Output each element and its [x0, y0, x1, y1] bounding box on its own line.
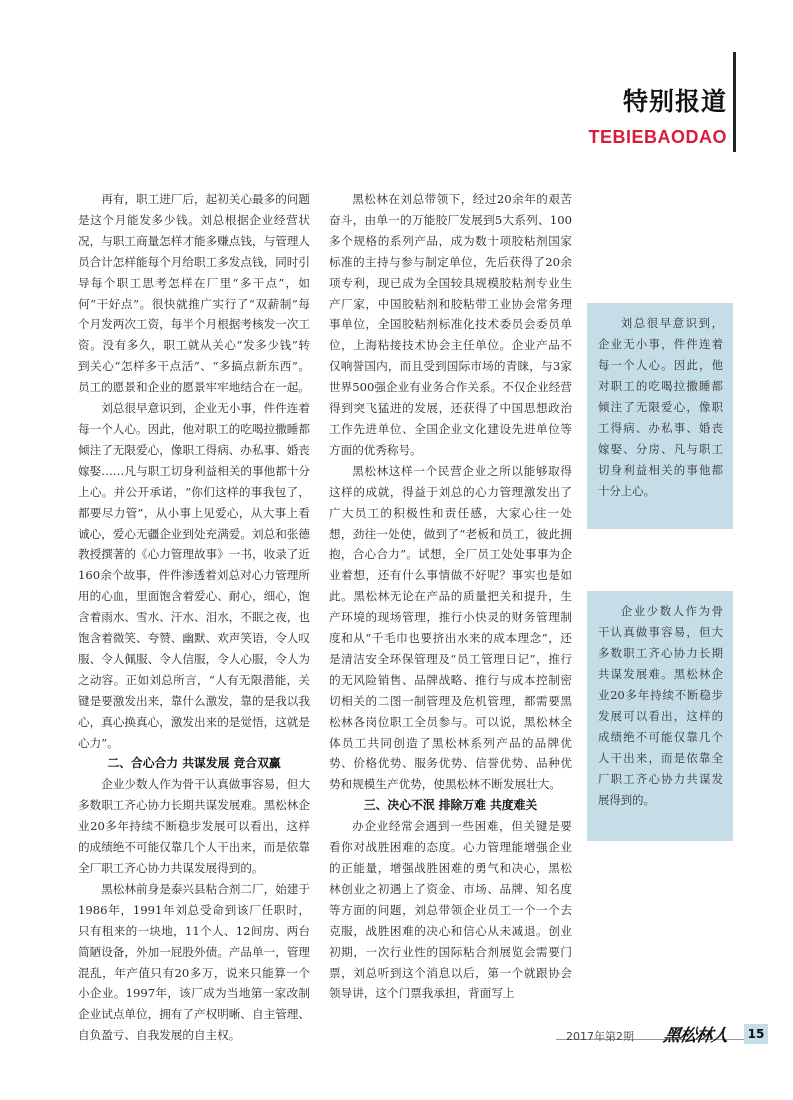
paragraph: 黑松林前身是泰兴县粘合剂二厂，始建于1986年，1991年刘总受命到该厂任职时，只有租来的一块地，11个人、12间房、两台简陋设备，外加一屁股外债。产品单一，管理混乱，年产值只有20多万，说来只能算一个小企业。1997年，该厂成为当地第一家改制企业试点单位，拥有了产权明晰、自主管理、自负盈亏、自我发展的自主权。: [78, 881, 310, 1043]
paragraph: 企业少数人作为骨干认真做事容易，但大多数职工齐心协力长期共谋发展难。黑松林企业20多年持续不断稳步发展可以看出，这样的成绩绝不可能仅靠几个人干出来，而是依靠全厂职工齐心协力共谋发展得到的。: [78, 777, 310, 875]
paragraph: 办企业经常会遇到一些困难，但关键是要看你对战胜困难的态度。心力管理能增强企业的正能量，增强战胜困难的勇气和决心，黑松林创业之初遇上了资金、市场、品牌、知名度等方面的问题，刘总带领企业员工一个一个去克服，战胜困难的决心和信心从未减退。创业初期，一次行业性的国际粘合剂展览会需要门票，刘总听到这个消息以后，第一个就跟协会领导讲，这个门票我承担，背面写上: [329, 819, 572, 1001]
paragraph: 黑松林在刘总带领下，经过20余年的艰苦奋斗，由单一的万能胶厂发展到5大系列、100多个规格的系列产品，成为数十项胶粘剂国家标准的主持与参与制定单位，先后获得了20余项专利，现已成为全国较具规模胶粘剂专业生产厂家，中国胶粘剂和胶粘带工业协会常务理事单位，全国胶粘剂标准化技术委员会委员单位，上海粘接技术协会主任单位。企业产品不仅响誉国内，而且受到国际市场的青睐，与3家世界500强企业有业务合作关系。不仅企业经营得到突飞猛进的发展，还获得了中国思想政治工作先进单位、全国企业文化建设先进单位等方面的优秀称号。: [329, 192, 572, 457]
section-title: 特别报道: [622, 87, 727, 116]
article-middle-column: [329, 189, 572, 1004]
article-left-column: [78, 189, 310, 1046]
paragraph: 刘总很早意识到，企业无小事，件件连着每一个人心。因此，他对职工的吃喝拉撒睡都倾注了无限爱心，像职工得病、办私事、婚丧嫁娶……凡与职工切身利益相关的事他都十分上心。并公开承诺，“你们这样的事我包了，都要尽力管”，从小事上见爱心，从大事上看诚心，爱心无疆企业到处充满爱。刘总和张德教授撰著的《心力管理故事》一书，收录了近160余个故事，件件渗透着刘总对心力管理所用的心血，里面饱含着爱心、耐心，细心，饱含着雨水、雪水、汗水、泪水，不眠之夜，也饱含着微笑、夸赞、幽默、欢声笑语，令人叹服、令人佩服、令人信服，令人心服，令人为之动容。正如刘总所言，“人有无限潜能，关键是要激发出来，靠什么激发，靠的是我以我心，真心换真心，激发出来的是觉悟，这就是心力”。: [78, 401, 310, 750]
page-number: 15: [744, 1024, 768, 1044]
pull-quote: 企业少数人作为骨干认真做事容易，但大多数职工齐心协力长期共谋发展难。黑松林企业20多年持续不断稳步发展可以看出，这样的成绩绝不可能仅靠几个人干出来，而是依靠全厂职工齐心协力共谋发展得到的。: [587, 591, 733, 841]
section-subtitle: TEBIEBAODAO: [588, 127, 727, 147]
paragraph: 再有，职工进厂后，起初关心最多的问题是这个月能发多少钱。刘总根据企业经营状况，与职工商量怎样才能多赚点钱，与管理人员合计怎样能每个月给职工多发点钱，同时引导每个职工思考怎样在厂里“多干点”，如何“干好点”。很快就推广实行了“双薪制”每个月发两次工资，每半个月根据考核发一次工资。没有多久，职工就从关心“发多少钱”转到关心“怎样多干点活”、“多搞点新东西”。员工的愿景和企业的愿景牢牢地结合在一起。: [78, 192, 310, 395]
section-heading: 三、决心不泯 排除万难 共度难关: [363, 798, 538, 813]
pull-quote: 刘总很早意识到，企业无小事，件件连着每一个人心。因此，他对职工的吃喝拉撒睡都倾注了无限爱心，像职工得病、办私事、婚丧嫁娶、分房、凡与职工切身利益相关的事他都十分上心。: [587, 303, 733, 529]
paragraph: 黑松林这样一个民营企业之所以能够取得这样的成就，得益于刘总的心力管理激发出了广大员工的积极性和责任感，大家心往一处想，劲往一处使，做到了“老板和员工，彼此拥抱，合心合力”。试想，全厂员工处处事事为企业着想，还有什么事情做不好呢？事实也是如此。黑松林无论在产品的质量把关和提升，生产环境的现场管理，推行小快灵的财务管理制度和从“千毛巾也要挤出水来的成本理念”，还是清洁安全环保管理及“员工管理日记”，推行的无风险销售、品牌战略、推行与成本控制密切相关的二图一制管理及危机管理，都需要黑松林各岗位职工全员参与。可以说，黑松林全体员工共同创造了黑松林系列产品的品牌优势、价格优势、服务优势、信誉优势、品种优势和规模生产优势，使黑松林不断发展壮大。: [329, 463, 572, 792]
magazine-logo: 黑松林人: [661, 1026, 730, 1046]
issue-label: 2017年第2期: [566, 1030, 634, 1043]
header-divider: [733, 52, 736, 152]
section-heading: 二、合心合力 共谋发展 竞合双赢: [107, 756, 281, 771]
